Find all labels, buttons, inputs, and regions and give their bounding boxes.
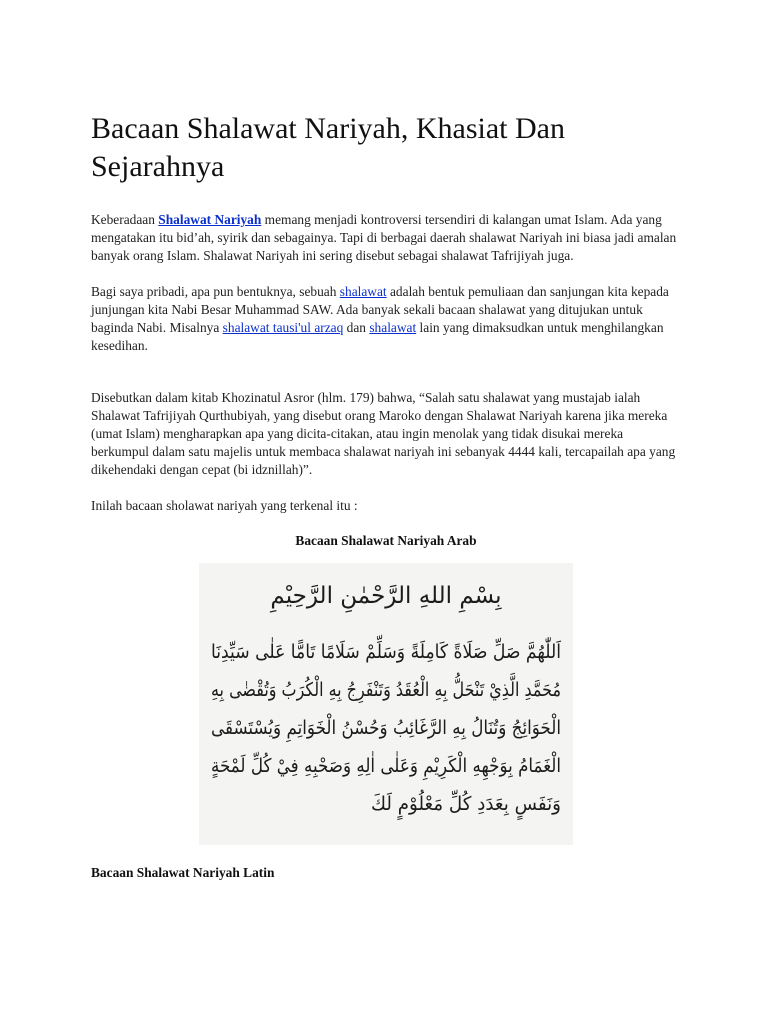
caption-arab: Bacaan Shalawat Nariyah Arab bbox=[295, 533, 477, 548]
paragraph-lead-in: Inilah bacaan sholawat nariyah yang terkenal itu : bbox=[91, 498, 358, 513]
personal-text-2: adalah bentuk pemuliaan dan sanjungan kita kepada junjungan kita Nabi Besar Muhammad SAW. Ada banyak sekali bacaan shalawat yang ditujukan untuk baginda Nabi. Misalnya bbox=[91, 284, 669, 335]
arabic-line: اَللّٰهُمَّ صَلِّ صَلَاةً كَامِلَةً وَسَلِّمْ سَلَامًا تَامًّا عَلٰى سَيِّدِنَا bbox=[211, 641, 598, 663]
caption-latin: Bacaan Shalawat Nariyah Latin bbox=[91, 865, 275, 880]
article-title: Bacaan Shalawat Nariyah, Khasiat Dan Sejarahnya bbox=[91, 112, 565, 183]
arabic-line: الْحَوَائِجُ وَتُنَالُ بِهِ الرَّغَائِبُ وَحُسْنُ الْخَوَاتِمِ وَيُسْتَسْقَى bbox=[211, 717, 608, 739]
personal-text-4: lain yang dimaksudkan untuk menghilangkan kesedihan. bbox=[91, 320, 664, 353]
intro-text-start: Keberadaan bbox=[91, 212, 159, 227]
shalawat-link[interactable]: shalawat bbox=[339, 284, 387, 299]
personal-text-1: Bagi saya pribadi, apa pun bentuknya, sebuah bbox=[91, 284, 340, 299]
arabic-line: الْغَمَامُ بِوَجْهِهِ الْكَرِيْمِ وَعَلٰى اٰلِهِ وَصَحْبِهِ فِيْ كُلِّ لَمْحَةٍ bbox=[211, 755, 609, 777]
shalawat-other-link[interactable]: shalawat bbox=[369, 320, 417, 335]
article bbox=[91, 110, 681, 881]
paragraph-personal bbox=[91, 283, 681, 355]
intro-text-end: memang menjadi kontroversi tersendiri di kalangan umat Islam. Ada yang mengatakan itu bid’ah, syirik dan sebagainya. Tapi di berbagai daerah shalawat Nariyah ini biasa jadi amalan banyak orang Islam. Shalawat Nariyah ini sering disebut sebagai shalawat Tafrijiyah juga. bbox=[91, 212, 677, 263]
shalawat-nariyah-link[interactable]: Shalawat Nariyah bbox=[158, 212, 262, 227]
arabic-calligraphy-image bbox=[199, 563, 628, 845]
personal-text-3: dan bbox=[343, 320, 370, 335]
paragraph-history: Disebutkan dalam kitab Khozinatul Asror (hlm. 179) bahwa, “Salah satu shalawat yang mustajab ialah Shalawat Tafrijiyah Qurthubiyah, yang disebut orang Maroko dengan Shalawat Nariyah karena jika mereka (umat Islam) mengharapkan apa yang dicita-citakan, atau ingin menolak yang tidak disukai mereka berkumpul dalam satu majelis untuk membaca shalawat nariyah ini sebanyak 4444 kali, tercapailah apa yang dikehendaki dengan cepat (bi idznillah)”. bbox=[91, 390, 676, 477]
arabic-line: وَنَفَسٍ بِعَدَدِ كُلِّ مَعْلُوْمٍ لَكَ bbox=[371, 793, 569, 815]
arabic-line: مُحَمَّدِ الَّذِيْ تَنْحَلُّ بِهِ الْعُقَدُ وَتَنْفَرِجُ بِهِ الْكُرَبُ وَتُقْضٰى بِهِ bbox=[211, 679, 628, 701]
shalawat-tausiul-arzaq-link[interactable]: shalawat tausi'ul arzaq bbox=[222, 320, 344, 335]
paragraph-intro bbox=[91, 211, 681, 265]
arabic-basmala: بِسْمِ اللهِ الرَّحْمٰنِ الرَّحِيْمِ bbox=[270, 583, 502, 609]
